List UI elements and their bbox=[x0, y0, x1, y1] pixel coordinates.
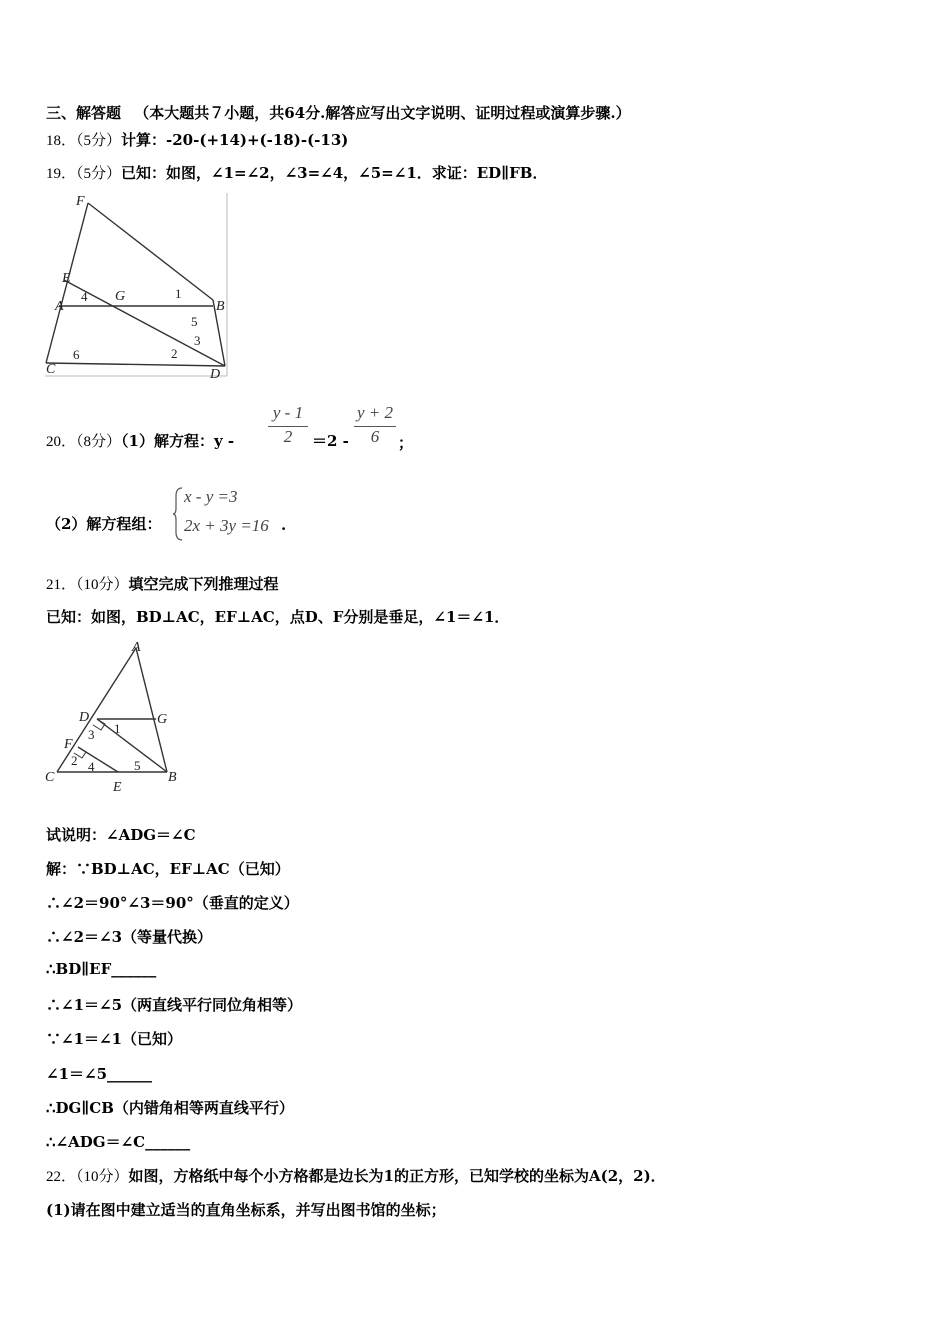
question-text: 计算：-20-(+14)+(-18)-(-13) bbox=[121, 131, 349, 149]
question-22-sub1: (1)请在图中建立适当的直角坐标系，并写出图书馆的坐标； bbox=[46, 1201, 446, 1219]
part1-end: ； bbox=[398, 434, 414, 452]
question-title: 填空完成下列推理过程 bbox=[128, 575, 279, 593]
label-D: D bbox=[79, 710, 90, 725]
question-text: 如图，方格纸中每个小方格都是边长为1的正方形，已知学校的坐标为A(2，2)． bbox=[128, 1167, 666, 1185]
label-F: F bbox=[64, 737, 73, 752]
step-6: ∵∠1＝∠1（已知） bbox=[46, 1030, 183, 1048]
angle-1: 1 bbox=[114, 721, 121, 736]
part1-prefix: （1）解方程：y - bbox=[121, 432, 235, 450]
step-5: ∴∠1＝∠5（两直线平行同位角相等） bbox=[46, 996, 303, 1014]
step-3: ∴∠2＝∠3（等量代换） bbox=[46, 928, 213, 946]
label-G: G bbox=[115, 289, 126, 304]
step-7: ∠1＝∠5______ bbox=[46, 1065, 153, 1083]
question-21-given: 已知：如图，BD⊥AC，EF⊥AC，点D、F分别是垂足，∠1＝∠1． bbox=[46, 608, 510, 626]
question-18 bbox=[46, 129, 348, 150]
angle-1: 1 bbox=[175, 286, 182, 301]
equation-2: 2x + 3y =16 bbox=[184, 516, 269, 535]
question-text: 已知：如图，∠1=∠2，∠3=∠4，∠5=∠1．求证：ED∥FB． bbox=[121, 164, 548, 182]
equation-end: . bbox=[281, 516, 287, 534]
fraction-1-denominator: 2 bbox=[268, 426, 308, 447]
question-20-part1 bbox=[46, 430, 234, 451]
label-E: E bbox=[113, 780, 122, 795]
question-20-part2: （2）解方程组： bbox=[46, 515, 162, 533]
equation-1: x - y =3 bbox=[184, 487, 238, 506]
step-1: 解：∵BD⊥AC，EF⊥AC（已知） bbox=[46, 860, 290, 878]
angle-6: 6 bbox=[73, 347, 80, 362]
figure-q19 bbox=[40, 188, 232, 380]
angle-5: 5 bbox=[191, 314, 198, 329]
label-E: E bbox=[62, 271, 71, 286]
angle-2: 2 bbox=[71, 753, 78, 768]
section-desc: （本大题共７小题，共64分.解答应写出文字说明、证明过程或演算步骤.） bbox=[134, 104, 631, 122]
step-8: ∴DG∥CB（内错角相等两直线平行） bbox=[46, 1099, 294, 1117]
question-number: 21．（10分） bbox=[46, 577, 129, 593]
step-0: 试说明：∠ADG＝∠C bbox=[46, 826, 196, 844]
question-number: 20．（8分） bbox=[46, 434, 122, 450]
question-number: 22．（10分） bbox=[46, 1169, 129, 1185]
label-F: F bbox=[76, 194, 85, 209]
brace-icon bbox=[172, 486, 184, 542]
angle-5: 5 bbox=[134, 758, 141, 773]
label-C: C bbox=[46, 362, 56, 377]
fraction-2 bbox=[354, 403, 396, 447]
section-header bbox=[46, 102, 631, 123]
label-A: A bbox=[55, 299, 64, 314]
question-22 bbox=[46, 1165, 666, 1186]
angle-3: 3 bbox=[194, 333, 201, 348]
angle-2: 2 bbox=[171, 346, 178, 361]
fraction-2-denominator: 6 bbox=[354, 426, 396, 447]
label-B: B bbox=[216, 299, 225, 314]
question-21 bbox=[46, 573, 279, 594]
label-D: D bbox=[210, 367, 221, 380]
fraction-1-numerator: y - 1 bbox=[272, 403, 304, 422]
angle-4: 4 bbox=[88, 759, 95, 774]
section-title: 三、解答题 bbox=[46, 104, 122, 122]
angle-4: 4 bbox=[81, 289, 88, 304]
angle-3: 3 bbox=[88, 727, 95, 742]
part1-middle: ＝2 - bbox=[312, 432, 349, 450]
label-G: G bbox=[157, 712, 168, 727]
fraction-2-numerator: y + 2 bbox=[356, 403, 394, 422]
step-4: ∴BD∥EF______ bbox=[46, 960, 157, 978]
step-9: ∴∠ADG＝∠C______ bbox=[46, 1133, 191, 1151]
question-number: 19．（5分） bbox=[46, 166, 122, 182]
label-B: B bbox=[168, 770, 177, 785]
figure-q21 bbox=[40, 636, 190, 798]
step-2: ∴∠2＝90°∠3＝90°（垂直的定义） bbox=[46, 894, 299, 912]
question-number: 18．（5分） bbox=[46, 133, 122, 149]
fraction-1 bbox=[268, 403, 308, 447]
question-19 bbox=[46, 162, 547, 183]
label-C: C bbox=[45, 770, 55, 785]
label-A: A bbox=[132, 640, 141, 655]
